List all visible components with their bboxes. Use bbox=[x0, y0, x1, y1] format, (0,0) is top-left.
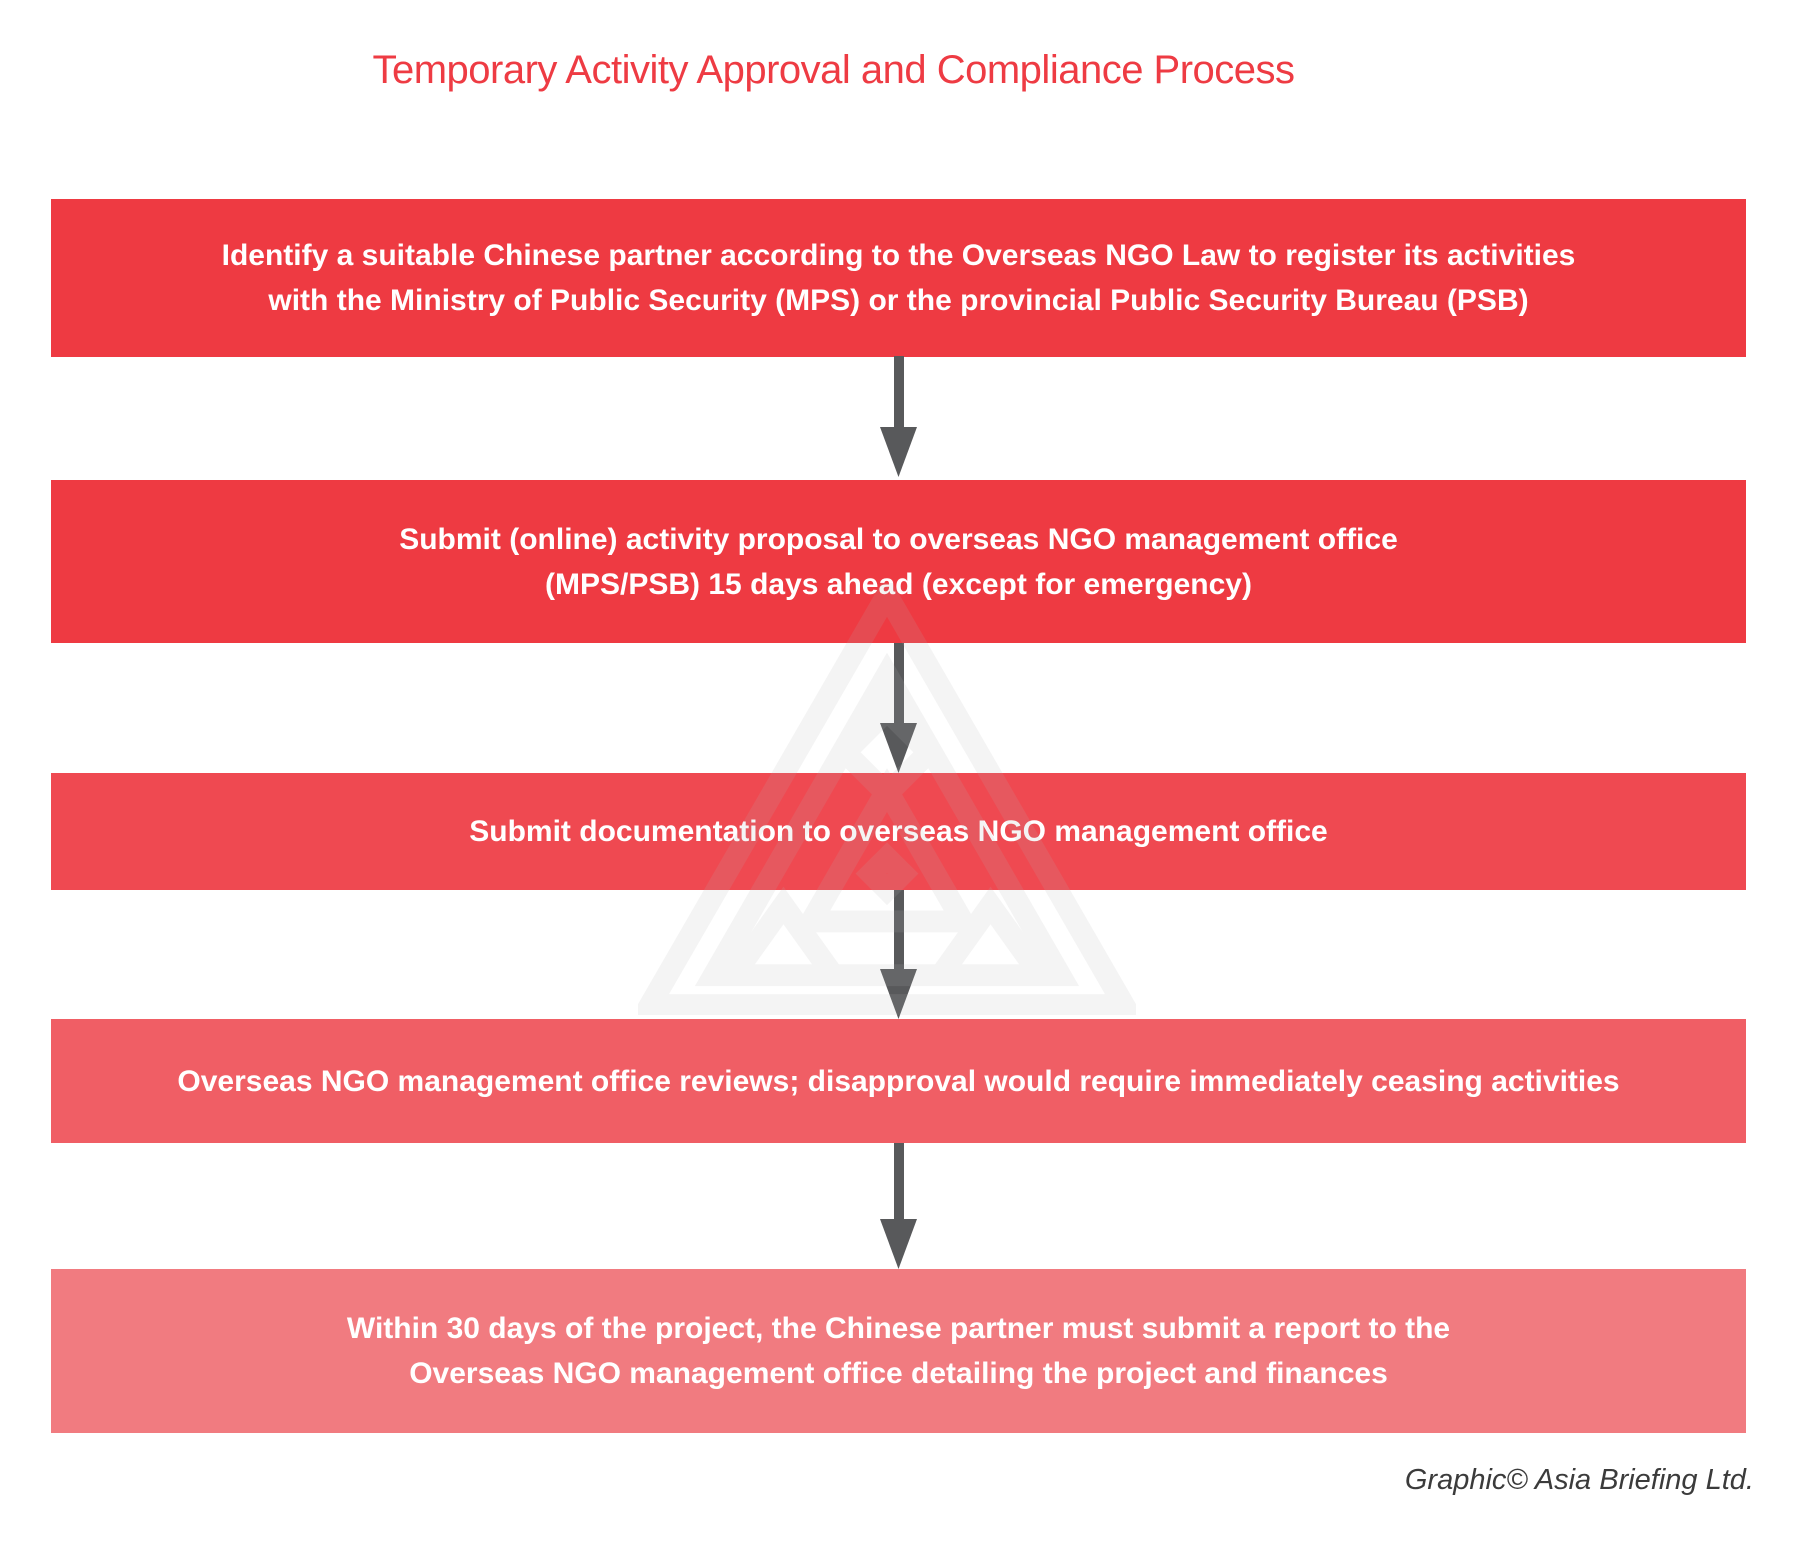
arrow-head bbox=[880, 723, 917, 773]
down-arrow-icon bbox=[880, 643, 917, 773]
page-title: Temporary Activity Approval and Compliance Process bbox=[372, 48, 1295, 92]
process-step-3 bbox=[51, 773, 1746, 890]
step-text-line: Identify a suitable Chinese partner according to the Overseas NGO Law to register its activities bbox=[221, 239, 1576, 272]
down-arrow-icon bbox=[880, 1143, 917, 1269]
process-step-4 bbox=[51, 1019, 1746, 1143]
arrow-head bbox=[880, 1219, 917, 1269]
step-text-line: Overseas NGO management office detailing the project and finances bbox=[409, 1357, 1388, 1390]
step-text-line: Overseas NGO management office reviews; disapproval would require immediately ceasing activities bbox=[177, 1064, 1620, 1098]
arrow-stem bbox=[894, 643, 904, 725]
process-step-2 bbox=[51, 480, 1746, 643]
arrow-head bbox=[880, 427, 917, 477]
step-text-line: (MPS/PSB) 15 days ahead (except for emergency) bbox=[545, 567, 1252, 601]
arrow-stem bbox=[894, 890, 904, 971]
credit-text: Graphic© Asia Briefing Ltd. bbox=[1404, 1464, 1754, 1496]
process-step-5 bbox=[51, 1269, 1746, 1433]
process-step-1 bbox=[51, 199, 1746, 357]
step-text-line: Within 30 days of the project, the Chinese partner must submit a report to the bbox=[346, 1312, 1451, 1345]
down-arrow-icon bbox=[880, 356, 917, 477]
arrow-stem bbox=[894, 356, 904, 429]
step-text-line: Submit (online) activity proposal to overseas NGO management office bbox=[399, 522, 1398, 556]
arrow-stem bbox=[894, 1143, 904, 1221]
down-arrow-icon bbox=[880, 890, 917, 1019]
arrow-head bbox=[880, 969, 917, 1019]
step-text-line: Submit documentation to overseas NGO management office bbox=[469, 815, 1328, 848]
step-text-line: with the Ministry of Public Security (MPS) or the provincial Public Security Bureau (PSB) bbox=[268, 284, 1529, 317]
